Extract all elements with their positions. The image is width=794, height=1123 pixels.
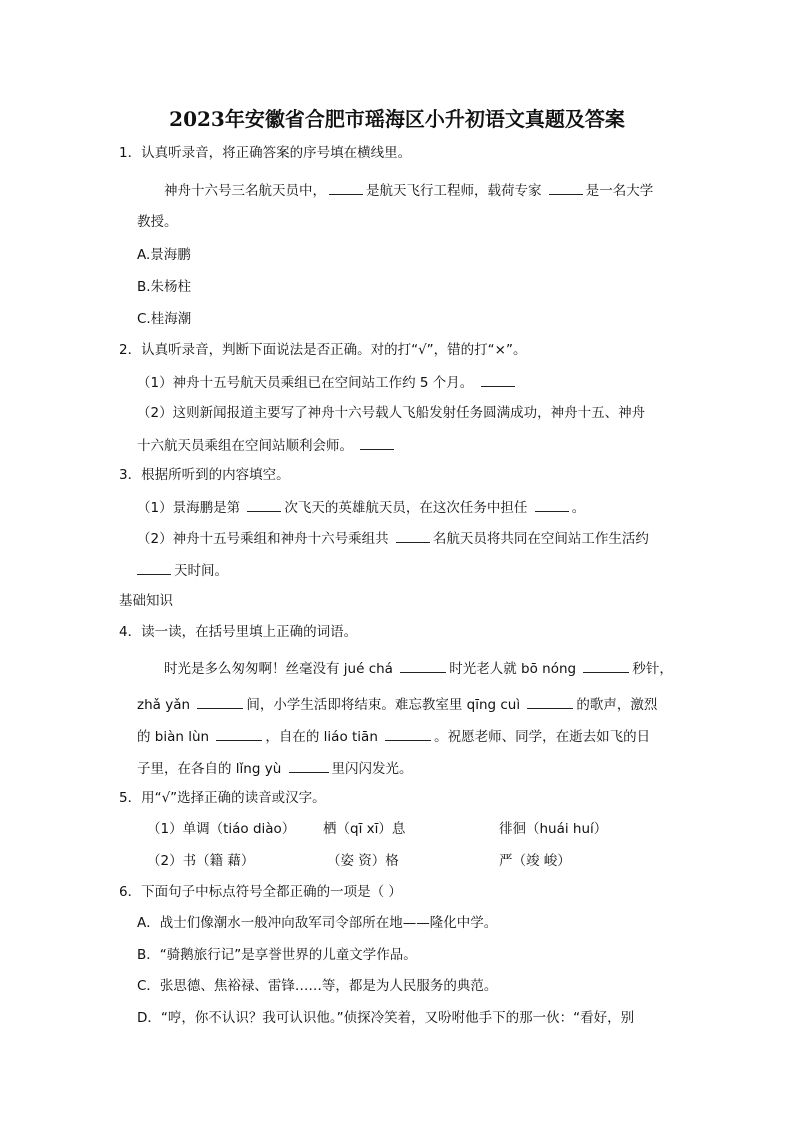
answer-blank[interactable] [396, 528, 430, 543]
q6-option-a: A．战士们像潮水一般冲向敌军司令部所在地——隆化中学。 [137, 915, 498, 931]
q4-para-line3: 的 biàn lùn ，自在的 liáo tiān 。祝愿老师、同学，在逝去如飞的日 [137, 726, 650, 747]
q3-stem: 3．根据所听到的内容填空。 [119, 467, 290, 483]
q6-stem: 6．下面句子中标点符号全都正确的一项是（ ） [119, 884, 402, 900]
q2-item2-line2: 十六航天员乘组在空间站顺利会师。 [137, 435, 397, 456]
q6-option-c: C．张思德、焦裕禄、雷锋……等，都是为人民服务的典范。 [137, 978, 498, 994]
q1-option-a: A.景海鹏 [137, 247, 191, 263]
answer-blank[interactable] [137, 560, 171, 575]
answer-blank[interactable] [329, 180, 363, 195]
answer-blank[interactable] [385, 726, 431, 741]
q1-body-line2: 教授。 [137, 214, 178, 230]
q2-item1: （1）神舟十五号航天员乘组已在空间站工作约 5 个月。 [137, 372, 518, 393]
q1-stem: 1．认真听录音，将正确答案的序号填在横线里。 [119, 145, 412, 161]
q5-r1-c1: （1）单调（tiáo diào） [147, 821, 296, 837]
page-title: 2023年安徽省合肥市瑶海区小升初语文真题及答案 [169, 107, 625, 131]
q1-body-line1: 神舟十六号三名航天员中， 是航天飞行工程师，载荷专家 是一名大学 [164, 180, 653, 201]
answer-blank[interactable] [216, 726, 262, 741]
answer-blank[interactable] [360, 435, 394, 450]
q1-option-c: C.桂海潮 [137, 311, 192, 327]
answer-blank[interactable] [289, 758, 329, 773]
q4-para-line1: 时光是多么匆匆啊！丝毫没有 jué chá 时光老人就 bō nóng 秒针， [164, 658, 673, 679]
answer-blank[interactable] [527, 694, 573, 709]
q4-para-line4: 子里，在各自的 lǐng yù 里闪闪发光。 [137, 758, 413, 779]
q1-option-b: B.朱杨柱 [137, 279, 192, 295]
answer-blank[interactable] [549, 180, 583, 195]
section-heading: 基础知识 [119, 593, 173, 609]
q5-r1-c2: 栖（qī xī）息 [323, 821, 406, 837]
q2-item2-line1: （2）这则新闻报道主要写了神舟十六号载人飞船发射任务圆满成功，神舟十五、神舟 [137, 405, 646, 421]
answer-blank[interactable] [583, 658, 629, 673]
q5-r2-c1: （2）书（籍 藉） [147, 853, 255, 869]
q6-option-d: D．“哼，你不认识？我可认识他。”侦探冷笑着，又吩咐他手下的那一伙：“看好，别 [137, 1010, 635, 1026]
answer-blank[interactable] [197, 694, 243, 709]
q3-item2-line2: 天时间。 [137, 560, 228, 581]
answer-blank[interactable] [247, 497, 281, 512]
q5-r2-c2: （姿 资）格 [327, 853, 399, 869]
q2-stem: 2．认真听录音，判断下面说法是否正确。对的打“√”，错的打“×”。 [119, 342, 527, 358]
q5-r2-c3: 严（竣 峻） [499, 853, 571, 869]
q6-option-b: B．“骑鹅旅行记”是享誉世界的儿童文学作品。 [137, 947, 417, 963]
q3-item2-line1: （2）神舟十五号乘组和神舟十六号乘组共 名航天员将共同在空间站工作生活约 [137, 528, 649, 549]
answer-blank[interactable] [481, 372, 515, 387]
q5-stem: 5．用“√”选择正确的读音或汉字。 [119, 790, 326, 806]
q4-para-line2: zhǎ yǎn 间，小学生活即将结束。难忘教室里 qīng cuì 的歌声，激烈 [137, 694, 657, 715]
answer-blank[interactable] [400, 658, 446, 673]
q5-r1-c3: 徘徊（huái huí） [499, 821, 608, 837]
q3-item1: （1）景海鹏是第 次飞天的英雄航天员，在这次任务中担任 。 [137, 497, 585, 518]
q4-stem: 4．读一读，在括号里填上正确的词语。 [119, 624, 358, 640]
answer-blank[interactable] [535, 497, 569, 512]
